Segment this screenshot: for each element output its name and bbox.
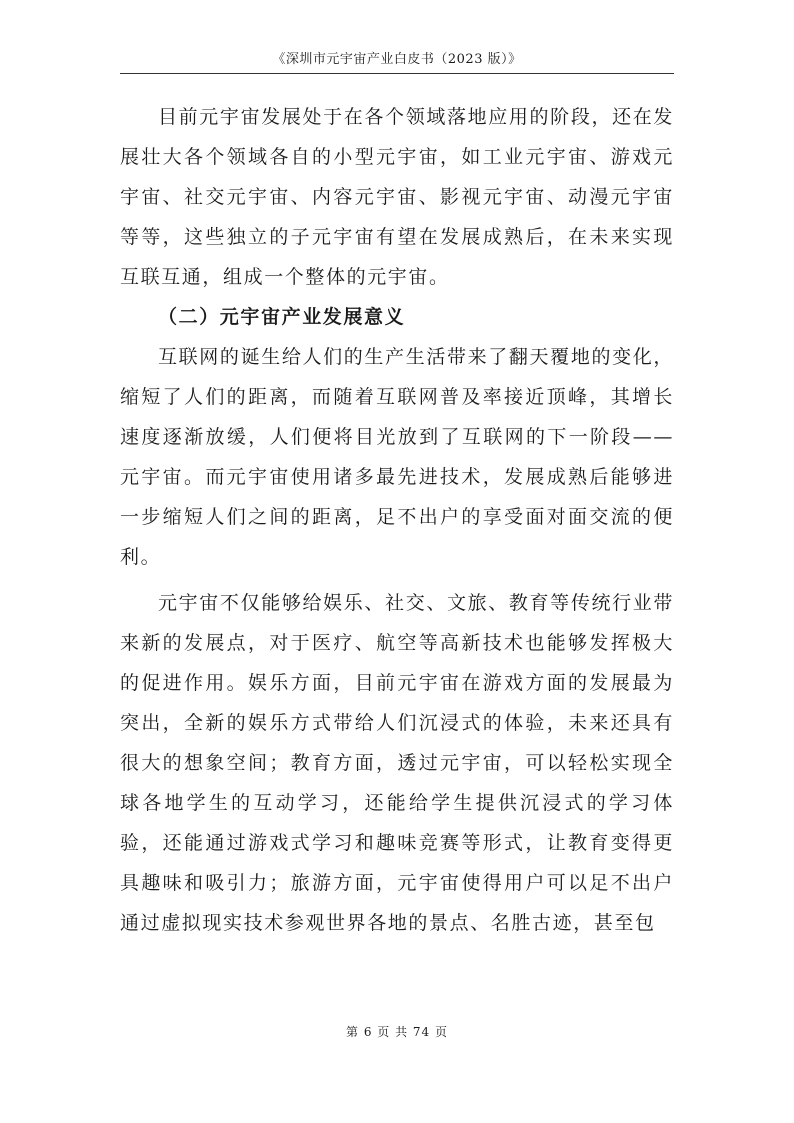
paragraph-internet-significance: 互联网的诞生给人们的生产生活带来了翻天覆地的变化，缩短了人们的距离，而随着互联网普及率接近顶峰，其增长速度逐渐放缓，人们便将目光放到了互联网的下一阶段——元宇宙。而元宇宙使用诸多最先进技术，发展成熟后能够进一步缩短人们之间的距离，足不出户的享受面对面交流的便利。 (120, 346, 674, 568)
paragraph-development-stage: 目前元宇宙发展处于在各个领域落地应用的阶段，还在发展壮大各个领域各自的小型元宇宙，如工业元宇宙、游戏元宇宙、社交元宇宙、内容元宇宙、影视元宇宙、动漫元宇宙等等，这些独立的子元宇宙有望在发展成熟后，在未来实现互联互通，组成一个整体的元宇宙。 (120, 106, 674, 288)
running-header: 《深圳市元宇宙产业白皮书（2023 版）》 (272, 52, 522, 67)
header-divider (120, 73, 674, 74)
paragraph-industry-applications: 元宇宙不仅能够给娱乐、社交、文旅、教育等传统行业带来新的发展点，对于医疗、航空等高新技术也能够发挥极大的促进作用。娱乐方面，目前元宇宙在游戏方面的发展最为突出，全新的娱乐方式带给人们沉浸式的体验，未来还具有很大的想象空间；教育方面，透过元宇宙，可以轻松实现全球各地学生的互动学习，还能给学生提供沉浸式的学习体验，还能通过游戏式学习和趣味竞赛等形式，让教育变得更具趣味和吸引力；旅游方面，元宇宙使得用户可以足不出户通过虚拟现实技术参观世界各地的景点、名胜古迹，甚至包 (120, 592, 674, 934)
section-heading: （二）元宇宙产业发展意义 (158, 306, 406, 328)
page-number: 第 6 页 共 74 页 (346, 1025, 448, 1039)
document-body (120, 97, 674, 943)
